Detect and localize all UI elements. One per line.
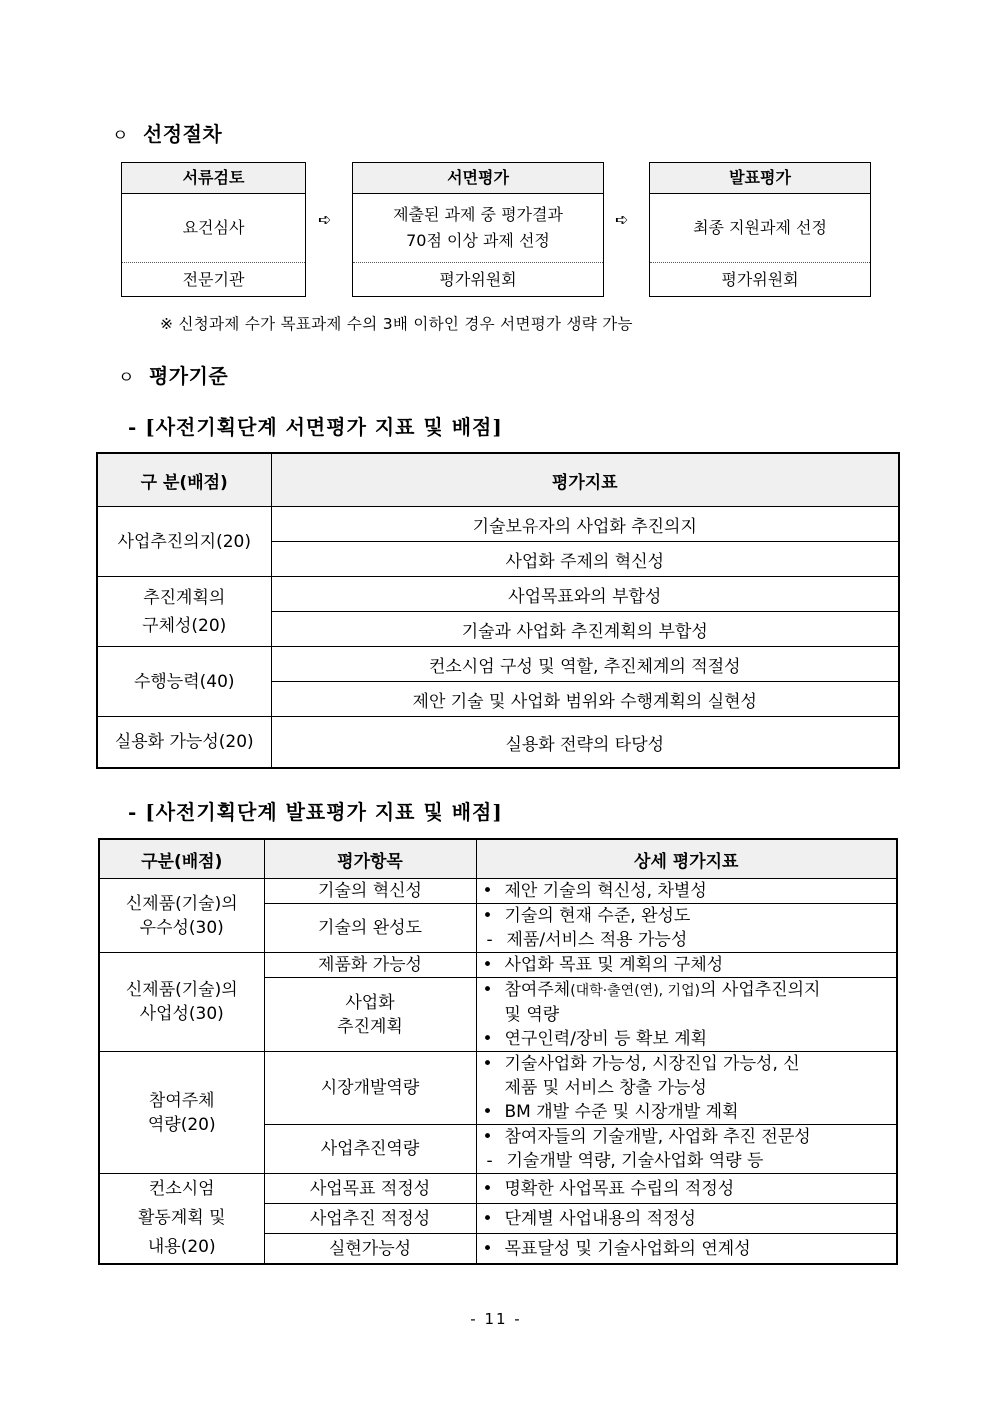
detail-cell — [476, 1125, 897, 1174]
detail-cell — [476, 953, 897, 978]
column-header: 구 분(배점) — [97, 453, 271, 507]
bullet: • — [482, 881, 493, 901]
category-line: 추진계획의 — [143, 587, 226, 608]
section-title-criteria — [118, 360, 228, 389]
section-bullet: ㅇ — [112, 126, 129, 146]
detail-text: 기술사업화 가능성, 시장진입 가능성, 신 — [504, 1054, 800, 1074]
presentation-evaluation-table — [98, 838, 898, 1265]
detail-text: 목표달성 및 기술사업화의 연계성 — [504, 1238, 751, 1259]
flow-box-body-line: 70점 이상 과제 선정 — [406, 231, 550, 250]
table-row — [97, 717, 899, 769]
item-cell: 제품화 가능성 — [264, 953, 476, 978]
detail-text: 명확한 사업목표 수립의 적정성 — [504, 1178, 735, 1199]
flow-box-body — [353, 194, 603, 263]
table-row — [97, 647, 899, 682]
category-cell — [97, 577, 271, 647]
category-line: 사업추진의지(20) — [117, 531, 251, 552]
detail-text: 및 역량 — [504, 1005, 560, 1025]
table-header-row — [99, 839, 897, 879]
flow-box-footer: 평가위원회 — [721, 270, 799, 289]
written-evaluation-table — [96, 452, 900, 769]
section-title-selection — [112, 118, 222, 147]
detail-text: 참여주체 — [504, 980, 571, 1000]
section-title-text: 선정절차 — [142, 122, 223, 146]
table-row — [99, 1052, 897, 1125]
category-line: 우수성(30) — [139, 917, 224, 938]
column-header: 상세 평가지표 — [476, 839, 897, 879]
detail-cell — [476, 978, 897, 1052]
detail-small-text: (대학·출연(연), 기업) — [570, 983, 701, 999]
flow-box-body-line: 제출된 과제 중 평가결과 — [393, 205, 563, 224]
column-header: 평가항목 — [264, 839, 476, 879]
bullet: • — [482, 1102, 493, 1122]
detail-cell — [476, 1234, 897, 1265]
detail-text: 참여자들의 기술개발, 사업화 추진 전문성 — [504, 1127, 811, 1147]
detail-cell — [476, 904, 897, 953]
category-line: 활동계획 및 — [137, 1208, 226, 1228]
column-header: 평가지표 — [271, 453, 899, 507]
indicator-cell: 기술보유자의 사업화 추진의지 — [271, 507, 899, 542]
indicator-cell: 사업화 주제의 혁신성 — [271, 542, 899, 577]
bullet: • — [482, 1238, 493, 1259]
detail-text: 기술의 현재 수준, 완성도 — [504, 906, 691, 926]
flow-box-presentation-evaluation — [649, 162, 871, 297]
item-cell: 사업추진역량 — [264, 1125, 476, 1174]
detail-text: 연구인력/장비 등 확보 계획 — [504, 1029, 708, 1049]
indicator-cell: 제안 기술 및 사업화 범위와 수행계획의 실현성 — [271, 682, 899, 717]
detail-text: 제품 및 서비스 창출 가능성 — [504, 1078, 707, 1098]
flow-box-header: 발표평가 — [650, 163, 870, 194]
flow-box-footer: 평가위원회 — [439, 270, 517, 289]
category-cell — [97, 717, 271, 769]
bullet: • — [482, 1127, 493, 1147]
table-header-row — [97, 453, 899, 507]
dash: - — [486, 930, 493, 950]
detail-cell — [476, 1052, 897, 1125]
category-line: 구체성(20) — [142, 615, 227, 636]
bullet: • — [482, 1054, 493, 1074]
item-cell: 실현가능성 — [264, 1234, 476, 1265]
flow-box-body — [122, 194, 305, 263]
flow-box-body-line: 요건심사 — [182, 218, 245, 237]
indicator-cell: 기술과 사업화 추진계획의 부합성 — [271, 612, 899, 647]
table-row — [97, 507, 899, 542]
bullet: • — [482, 1178, 493, 1199]
detail-text: 의 사업추진의지 — [700, 980, 821, 1000]
bullet: • — [482, 980, 493, 1000]
section-bullet: ㅇ — [118, 368, 135, 388]
category-cell — [99, 879, 264, 953]
selection-note: ※ 신청과제 수가 목표과제 수의 3배 이하인 경우 서면평가 생략 가능 — [160, 315, 633, 333]
page-number: - 11 - — [470, 1310, 522, 1328]
category-line: 역량(20) — [147, 1114, 216, 1135]
dash: - — [486, 1151, 493, 1171]
flow-box-written-evaluation — [352, 162, 604, 297]
detail-text: 제품/서비스 적용 가능성 — [506, 930, 688, 950]
category-line: 신제품(기술)의 — [125, 980, 238, 1000]
category-line: 수행능력(40) — [133, 671, 235, 692]
bullet: • — [482, 906, 493, 926]
flow-box-body-line: 최종 지원과제 선정 — [693, 218, 827, 237]
category-line: 내용(20) — [147, 1237, 216, 1257]
category-line: 참여주체 — [148, 1090, 215, 1111]
item-line: 추진계획 — [337, 1016, 403, 1037]
category-line: 실용화 가능성(20) — [114, 732, 254, 752]
flow-box-header: 서면평가 — [353, 163, 603, 194]
item-line: 사업화 — [345, 992, 395, 1013]
detail-text: 기술개발 역량, 기술사업화 역량 등 — [506, 1151, 764, 1171]
category-cell — [99, 1052, 264, 1174]
detail-text: 단계별 사업내용의 적정성 — [504, 1208, 696, 1229]
table-row — [99, 953, 897, 978]
detail-text: 제안 기술의 혁신성, 차별성 — [504, 881, 707, 901]
category-line: 신제품(기술)의 — [125, 893, 238, 914]
item-cell: 기술의 완성도 — [264, 904, 476, 953]
table1-title: - [사전기획단계 서면평가 지표 및 배점] — [128, 415, 503, 439]
detail-cell — [476, 879, 897, 904]
table-row — [99, 1174, 897, 1204]
category-cell — [99, 1174, 264, 1265]
section-title-text: 평가기준 — [148, 364, 229, 388]
bullet: • — [482, 955, 493, 975]
detail-cell — [476, 1204, 897, 1234]
category-cell — [97, 507, 271, 577]
detail-text: 사업화 목표 및 계획의 구체성 — [504, 955, 724, 975]
item-cell: 사업목표 적정성 — [264, 1174, 476, 1204]
flow-arrow-icon: ➪ — [318, 210, 332, 229]
category-cell — [97, 647, 271, 717]
table-row — [99, 879, 897, 904]
indicator-cell: 실용화 전략의 타당성 — [271, 717, 899, 769]
indicator-cell: 사업목표와의 부합성 — [271, 577, 899, 612]
flow-box-document-review — [121, 162, 306, 297]
bullet: • — [482, 1029, 493, 1049]
detail-cell — [476, 1174, 897, 1204]
detail-text: BM 개발 수준 및 시장개발 계획 — [504, 1102, 739, 1122]
flow-arrow-icon: ➪ — [615, 210, 629, 229]
flow-box-footer: 전문기관 — [182, 270, 245, 289]
table2-title: - [사전기획단계 발표평가 지표 및 배점] — [128, 800, 503, 824]
category-cell — [99, 953, 264, 1052]
flow-box-body — [650, 194, 870, 263]
item-cell: 기술의 혁신성 — [264, 879, 476, 904]
item-cell — [264, 978, 476, 1052]
column-header: 구분(배점) — [99, 839, 264, 879]
category-line: 사업성(30) — [139, 1004, 224, 1024]
item-cell: 사업추진 적정성 — [264, 1204, 476, 1234]
item-cell: 시장개발역량 — [264, 1052, 476, 1125]
category-line: 컨소시엄 — [148, 1179, 215, 1199]
indicator-cell: 컨소시엄 구성 및 역할, 추진체계의 적절성 — [271, 647, 899, 682]
bullet: • — [482, 1208, 493, 1229]
table-row — [97, 577, 899, 612]
flow-box-header: 서류검토 — [122, 163, 305, 194]
